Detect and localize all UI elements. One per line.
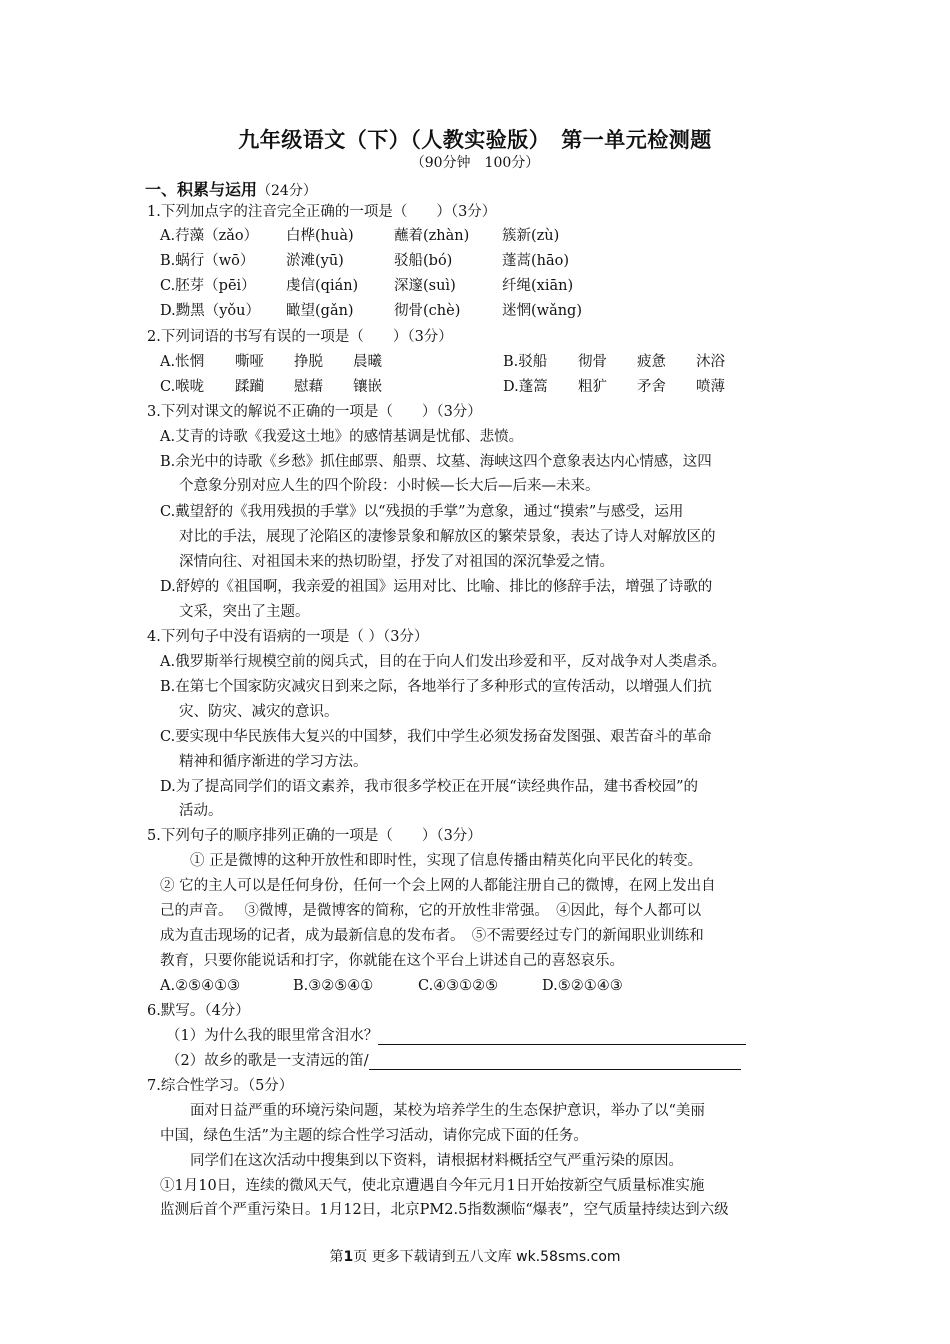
q6-item-1-answer-line[interactable] [378,1030,746,1045]
question-6-stem: 6.默写。（4分） [147,1003,250,1019]
question-7-intro-line-2: 中国，绿色生活”为主题的综合性学习活动，请你完成下面的任务。 [160,1128,588,1144]
question-4-option-c-line-2: 精神和循序渐进的学习方法。 [179,754,368,770]
q1-c-item-3: 深邃(suì) [394,278,456,294]
q2-b-word-3: 疲惫 [637,354,666,370]
q2-b-word-4: 沐浴 [696,354,725,370]
question-4-option-b-line-1: B.在第七个国家防灾减灾日到来之际，各地举行了多种形式的宣传活动，以增强人们抗 [160,679,712,695]
q2-a-word-4: 晨曦 [353,354,382,370]
exam-duration-score: （90分钟 100分） [410,155,540,171]
q2-b-word-1: B.驳船 [503,354,548,370]
q1-c-item-4: 纤绳(xiān) [502,278,574,294]
question-4-option-d-line-2: 活动。 [179,803,223,819]
question-5-passage-line-5: 教育，只要你能说话和打字，你就能在这个平台上讲述自己的喜怒哀乐。 [160,953,624,969]
q6-item-2-prompt: （2）故乡的歌是一支清远的笛/ [166,1053,369,1069]
q1-a-item-4: 簇新(zù) [502,228,560,244]
q1-a-item-1: A.荇藻（zǎo） [160,228,259,244]
question-7-material-line-1: ①1月10日，连续的微风天气，使北京遭遇自今年元月1日开始按新空气质量标准实施 [160,1178,705,1194]
q2-c-word-2: 蹂躏 [235,379,264,395]
q1-d-item-3: 彻骨(chè) [394,303,461,319]
question-6-item-2 [166,1052,741,1070]
question-3-option-a: A.艾青的诗歌《我爱这土地》的感情基调是忧郁、悲愤。 [160,429,524,445]
q1-b-item-4: 蓬蒿(hāo) [502,253,570,269]
question-4-option-c-line-1: C.要实现中华民族伟大复兴的中国梦，我们中学生必须发扬奋发图强、艰苦奋斗的革命 [160,729,712,745]
footer-page-prefix: 第 [329,1249,344,1265]
question-5-options [160,977,623,995]
question-1-option-c [160,277,573,295]
q2-c-word-3: 慰藉 [294,379,323,395]
question-3-stem: 3.下列对课文的解说不正确的一项是（ ）（3分） [147,404,482,420]
footer-page-suffix: 页 更多下载请到五八文库 [353,1249,517,1265]
question-6-item-1 [166,1027,746,1045]
question-1-option-b [160,252,569,270]
question-2-option-b [503,353,725,371]
question-3-option-b-line-2: 个意象分别对应人生的四个阶段：小时候—长大后—后来—未来。 [179,478,600,494]
q5-option-d: D.⑤②①④③ [542,978,623,994]
q2-d-word-3: 矛舍 [637,379,666,395]
question-2-option-c [160,378,382,396]
footer-site-link[interactable]: wk.58sms.com [516,1249,621,1265]
question-3-option-c-line-3: 深情向往、对祖国未来的热切盼望，抒发了对祖国的深沉挚爱之情。 [179,554,614,570]
q1-a-item-2: 白桦(huà) [286,228,354,244]
q2-d-word-2: 粗犷 [578,379,607,395]
question-7-stem: 7.综合性学习。（5分） [147,1078,294,1094]
q6-item-1-prompt: （1）为什么我的眼里常含泪水？ [166,1028,379,1044]
q2-b-word-2: 彻骨 [578,354,607,370]
q1-d-item-4: 迷惘(wǎng) [502,303,582,319]
question-4-stem: 4.下列句子中没有语病的一项是（ ）（3分） [147,629,429,645]
question-3-option-c-line-2: 对比的手法，展现了沦陷区的凄惨景象和解放区的繁荣景象，表达了诗人对解放区的 [179,529,716,545]
question-4-option-b-line-2: 灾、防灾、减灾的意识。 [179,704,339,720]
q1-d-item-1: D.黝黑（yǒu） [160,303,260,319]
q1-b-item-2: 淤滩(yū) [286,253,344,269]
q2-a-word-1: A.怅惘 [160,354,205,370]
q2-a-word-3: 挣脱 [294,354,323,370]
q1-c-item-2: 虔信(qián) [286,278,359,294]
question-5-stem: 5.下列句子的顺序排列正确的一项是（ ）（3分） [147,828,482,844]
q5-option-a: A.②⑤④①③ [160,978,241,994]
question-5-passage-line-3: 己的声音。 ③微博，是微博客的简称，它的开放性非常强。 ④因此，每个人都可以 [160,903,702,919]
question-3-option-c-line-1: C.戴望舒的《我用残损的手掌》以“残损的手掌”为意象，通过“摸索”与感受，运用 [160,504,684,520]
question-1-option-a [160,227,559,245]
q2-a-word-2: 嘶哑 [235,354,264,370]
question-2-option-a [160,353,382,371]
q1-b-item-3: 驳船(bó) [394,253,453,269]
q2-c-word-1: C.喉咙 [160,379,205,395]
q5-option-c: C.④③①②⑤ [418,978,499,994]
question-2-option-d [503,378,725,396]
question-7-material-line-2: 监测后首个严重污染日。1月12日，北京PM2.5指数濒临“爆表”，空气质量持续达到六级 [160,1202,729,1218]
q2-d-word-4: 喷薄 [696,379,725,395]
question-1-option-d [160,302,582,320]
q1-c-item-1: C.胚芽（pēi） [160,278,256,294]
question-5-passage-line-4: 成为直击现场的记者，成为最新信息的发布者。 ⑤不需要经过专门的新闻职业训练和 [160,928,704,944]
q1-d-item-2: 瞰望(gǎn) [286,303,354,319]
question-4-option-a: A.俄罗斯举行规模空前的阅兵式，目的在于向人们发出珍爱和平，反对战争对人类虐杀。 [160,654,727,670]
page-footer [0,1246,950,1266]
question-1-stem: 1.下列加点字的注音完全正确的一项是（ ）（3分） [147,204,497,220]
q1-a-item-3: 蘸着(zhàn) [394,228,470,244]
question-5-passage-line-2: ② 它的主人可以是任何身份，任何一个会上网的人都能注册自己的微博，在网上发出自 [160,878,716,894]
q1-b-item-1: B.蜗行（wō） [160,253,255,269]
section-title: 一、积累与运用 [145,180,258,199]
q2-d-word-1: D.蓬篙 [503,379,548,395]
question-3-option-d-line-2: 文采，突出了主题。 [179,604,310,620]
footer-page-number: 1 [343,1249,354,1265]
question-5-passage-line-1: ① 正是微博的这种开放性和即时性，实现了信息传播由精英化向平民化的转变。 [190,853,703,869]
question-3-option-d-line-1: D.舒婷的《祖国啊，我亲爱的祖国》运用对比、比喻、排比的修辞手法，增强了诗歌的 [160,579,713,595]
q2-c-word-4: 镶嵌 [353,379,382,395]
section-points: （24分） [257,183,317,199]
question-3-option-b-line-1: B.余光中的诗歌《乡愁》抓住邮票、船票、坟墓、海峡这四个意象表达内心情感，这四 [160,454,712,470]
question-7-task: 同学们在这次活动中搜集到以下资料，请根据材料概括空气严重污染的原因。 [190,1153,683,1169]
question-4-option-d-line-1: D.为了提高同学们的语文素养，我市很多学校正在开展“读经典作品，建书香校园”的 [160,779,699,795]
q5-option-b: B.③②⑤④① [293,978,374,994]
q6-item-2-answer-line[interactable] [369,1055,741,1070]
question-7-intro-line-1: 面对日益严重的环境污染问题，某校为培养学生的生态保护意识，举办了以“美丽 [190,1103,705,1119]
question-2-stem: 2.下列词语的书写有误的一项是（ ）（3分） [147,329,453,345]
section-heading [145,177,317,200]
page-title: 九年级语文（下）（人教实验版） 第一单元检测题 [238,127,712,152]
